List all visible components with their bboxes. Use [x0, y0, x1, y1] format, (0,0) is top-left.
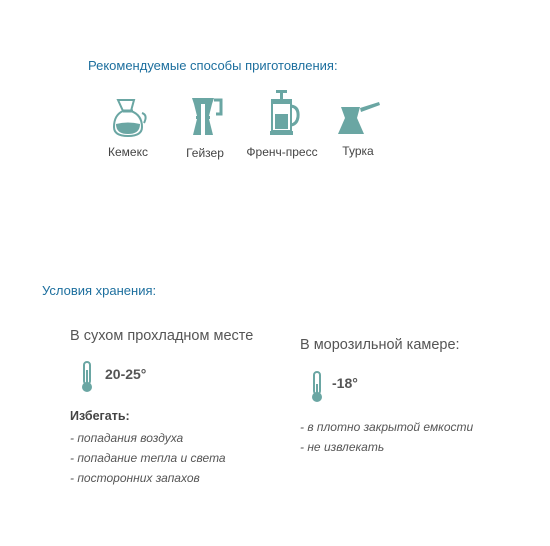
- thermometer-icon: [80, 361, 94, 393]
- method-label-french-press: Френч-пресс: [246, 145, 318, 159]
- avoid-item: - попадания воздуха: [70, 431, 184, 445]
- french-press-icon: [260, 89, 304, 139]
- freezer-item: - не извлекать: [300, 440, 385, 454]
- freezer-storage-heading: В морозильной камере:: [300, 337, 460, 353]
- turka-icon: [333, 98, 383, 138]
- freezer-item: - в плотно закрытой емкости: [300, 420, 474, 434]
- brewing-title: Рекомендуемые способы приготовления:: [88, 58, 338, 73]
- dry-storage-heading: В сухом прохладном месте: [70, 328, 254, 344]
- dry-temperature: 20-25°: [105, 366, 147, 382]
- storage-title: Условия хранения:: [42, 283, 157, 298]
- freezer-temperature: -18°: [332, 375, 358, 391]
- thermometer-icon: [310, 371, 324, 403]
- avoid-item: - посторонних запахов: [70, 471, 200, 485]
- chemex-icon: [106, 97, 150, 139]
- method-label-turka: Турка: [342, 144, 374, 158]
- avoid-title: Избегать:: [70, 409, 130, 423]
- method-turka: [313, 98, 403, 158]
- method-label-moka: Гейзер: [186, 146, 224, 160]
- avoid-item: - попадание тепла и света: [70, 451, 226, 465]
- method-label-chemex: Кемекс: [108, 145, 148, 159]
- moka-pot-icon: [183, 94, 227, 140]
